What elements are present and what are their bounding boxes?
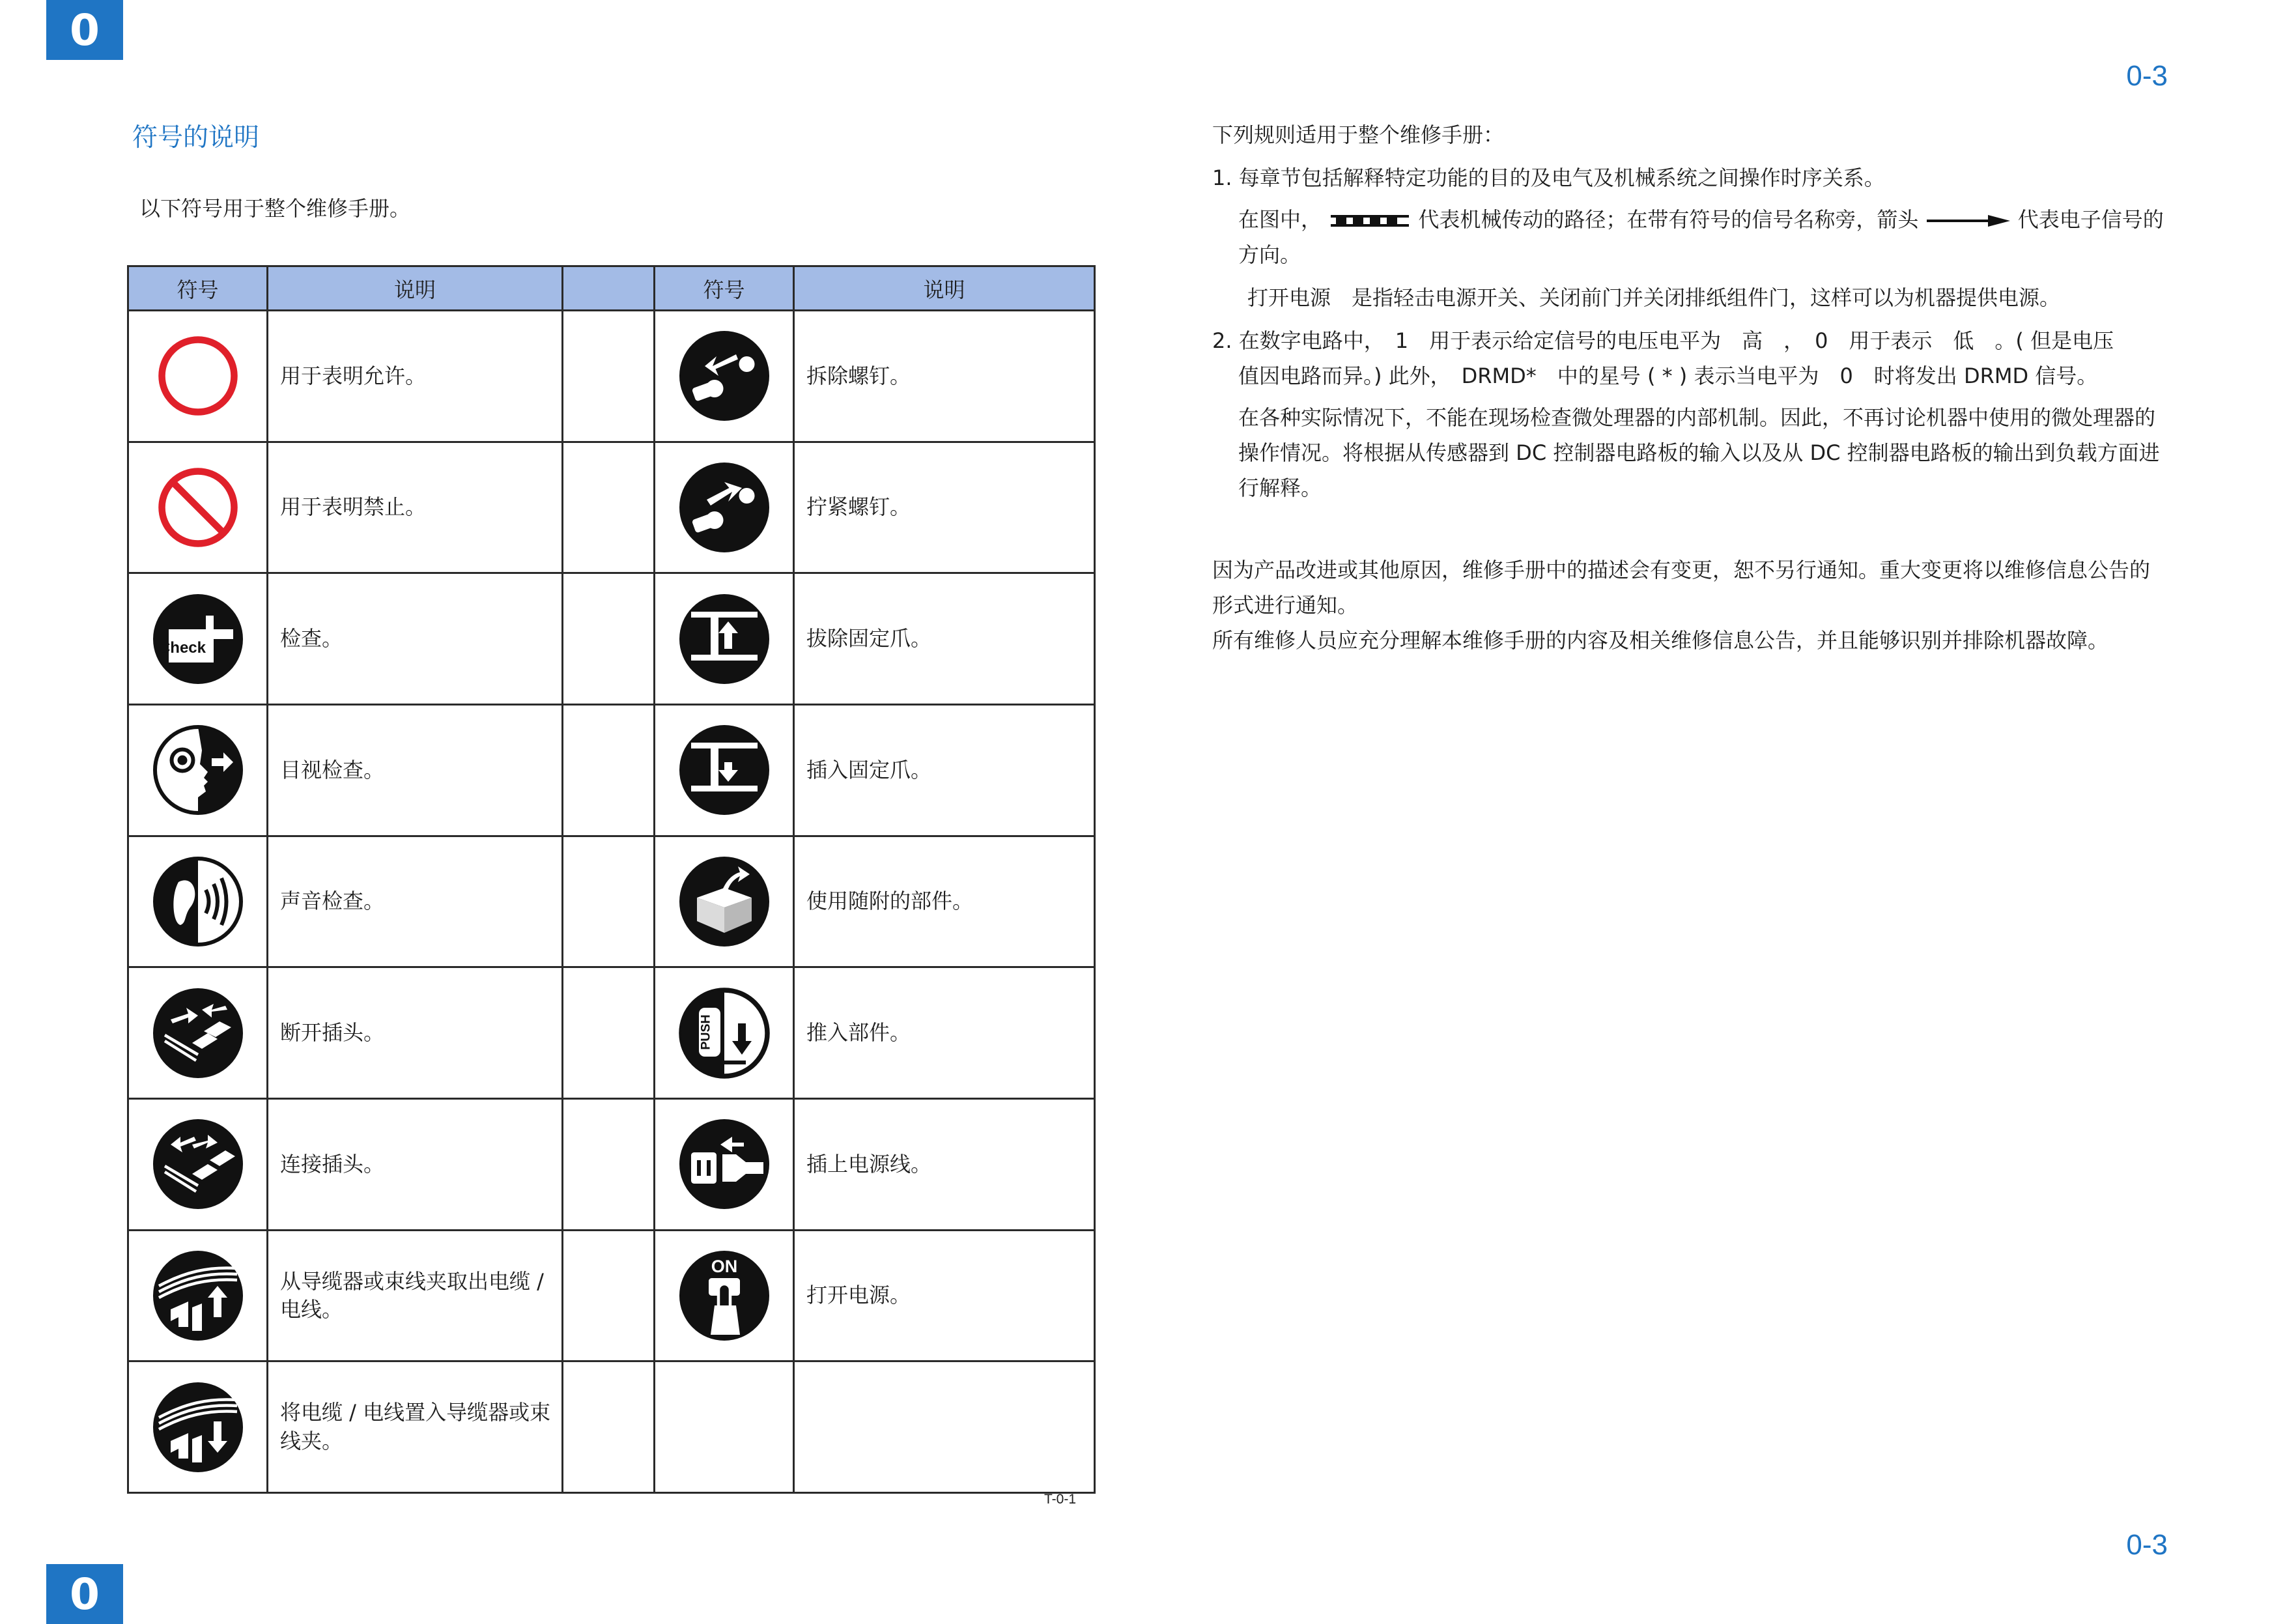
remove-claw-icon bbox=[675, 590, 773, 688]
rule-1: 1. 每章节包括解释特定功能的目的及电气及机械系统之间操作时序关系。 bbox=[1212, 165, 1885, 190]
symbol-description: 将电缆 / 电线置入导缆器或束线夹。 bbox=[268, 1361, 563, 1493]
mechanical-path-icon bbox=[1328, 212, 1412, 229]
table-row bbox=[128, 442, 1095, 573]
header-symbol-right: 符号 bbox=[655, 266, 794, 311]
check-label: Check bbox=[158, 638, 206, 657]
notice-2: 所有维修人员应充分理解本维修手册的内容及相关维修信息公告，并且能够识别并排除机器故障。 bbox=[1212, 628, 2109, 653]
prohibited-icon bbox=[149, 459, 247, 556]
table-header-row bbox=[128, 266, 1095, 311]
rule-1-subtext bbox=[1212, 202, 2170, 272]
table-row bbox=[128, 311, 1095, 442]
sound-check-icon bbox=[149, 853, 247, 950]
header-gap bbox=[563, 266, 655, 311]
on-label: ON bbox=[711, 1256, 737, 1276]
rule-1-power: 打开电源 是指轻击电源开关、关闭前门并关闭排纸组件门，这样可以为机器提供电源。 bbox=[1247, 285, 2061, 310]
page-number-top: 0-3 bbox=[2126, 60, 2168, 92]
symbol-description: 拔除固定爪。 bbox=[794, 573, 1095, 705]
chapter-tab-top: 0 bbox=[46, 0, 123, 60]
remove-screw-icon bbox=[675, 327, 773, 425]
connect-connector-icon bbox=[149, 1115, 247, 1213]
rule-2-line2: 值因电路而异。) 此外， DRMD* 中的星号 ( * ) 表示当电平为 0 时将发出 DRMD 信号。 bbox=[1238, 363, 2098, 388]
accessory-box-icon bbox=[675, 853, 773, 950]
symbol-description: 用于表明禁止。 bbox=[268, 442, 563, 573]
insert-cable-icon bbox=[149, 1378, 247, 1476]
symbol-description: 目视检查。 bbox=[268, 704, 563, 836]
allowed-circle-icon bbox=[149, 327, 247, 425]
rules-heading: 下列规则适用于整个维修手册： bbox=[1212, 122, 1505, 147]
chapter-tab-bottom: 0 bbox=[46, 1564, 123, 1624]
visual-check-icon bbox=[149, 721, 247, 819]
section-title: 符号的说明 bbox=[132, 123, 260, 152]
tighten-screw-icon bbox=[675, 459, 773, 556]
remove-cable-icon bbox=[149, 1247, 247, 1345]
notice-1: 因为产品改进或其他原因，维修手册中的描述会有变更，恕不另行通知。重大变更将以维修信息公告的形式进行通知。 bbox=[1212, 558, 2151, 618]
header-symbol-left: 符号 bbox=[128, 266, 268, 311]
symbol-description: 拧紧螺钉。 bbox=[794, 442, 1095, 573]
symbol-description: 插上电源线。 bbox=[794, 1098, 1095, 1230]
symbol-description: 拆除螺钉。 bbox=[794, 311, 1095, 442]
table-id: T-0-1 bbox=[1044, 1492, 1077, 1507]
rules-section bbox=[1212, 117, 2170, 658]
table-row bbox=[128, 1230, 1095, 1361]
symbol-description: 用于表明允许。 bbox=[268, 311, 563, 442]
intro-text: 以下符号用于整个维修手册。 bbox=[139, 196, 411, 221]
disconnect-connector-icon bbox=[149, 984, 247, 1082]
rule-1-sub-b: 代表机械传动的路径；在带有符号的信号名称旁，箭头 bbox=[1418, 207, 1919, 232]
table-row bbox=[128, 1361, 1095, 1493]
header-desc-left: 说明 bbox=[268, 266, 563, 311]
symbol-description: 打开电源。 bbox=[794, 1230, 1095, 1361]
symbol-description: 连接插头。 bbox=[268, 1098, 563, 1230]
table-row bbox=[128, 836, 1095, 967]
rule-1-sub-a: 在图中， bbox=[1238, 207, 1322, 232]
symbol-description bbox=[794, 1361, 1095, 1493]
symbol-description: 断开插头。 bbox=[268, 967, 563, 1099]
check-hand-icon bbox=[149, 590, 247, 688]
push-part-icon bbox=[675, 984, 773, 1082]
push-label: PUSH bbox=[698, 1014, 713, 1050]
symbol-description: 声音检查。 bbox=[268, 836, 563, 967]
table-row bbox=[128, 967, 1095, 1099]
header-desc-right: 说明 bbox=[794, 266, 1095, 311]
rule-2-paragraph: 在各种实际情况下，不能在现场检查微处理器的内部机制。因此，不再讨论机器中使用的微处理器的操作情况。将根据从传感器到 DC 控制器电路板的输入以及从 DC 控制器电路板的输出到负载方面进行解释。 bbox=[1238, 405, 2160, 500]
symbol-description: 使用随附的部件。 bbox=[794, 836, 1095, 967]
rule-1-sub-c: 代表电子信号的方向。 bbox=[1238, 207, 2164, 267]
insert-claw-icon bbox=[675, 721, 773, 819]
plug-power-cord-icon bbox=[675, 1115, 773, 1213]
table-row bbox=[128, 1098, 1095, 1230]
symbol-description: 检查。 bbox=[268, 573, 563, 705]
symbol-description: 插入固定爪。 bbox=[794, 704, 1095, 836]
page-number-bottom: 0-3 bbox=[2126, 1529, 2168, 1561]
symbol-description: 从导缆器或束线夹取出电缆 / 电线。 bbox=[268, 1230, 563, 1361]
rule-2-line1: 2. 在数字电路中， 1 用于表示给定信号的电压电平为 高 ， 0 用于表示 低 。( 但是电压 bbox=[1212, 328, 2114, 353]
signal-arrow-icon bbox=[1925, 214, 2011, 228]
symbol-table bbox=[127, 265, 1096, 1494]
table-row bbox=[128, 573, 1095, 705]
power-on-icon bbox=[675, 1247, 773, 1345]
table-row bbox=[128, 704, 1095, 836]
symbol-description: 推入部件。 bbox=[794, 967, 1095, 1099]
